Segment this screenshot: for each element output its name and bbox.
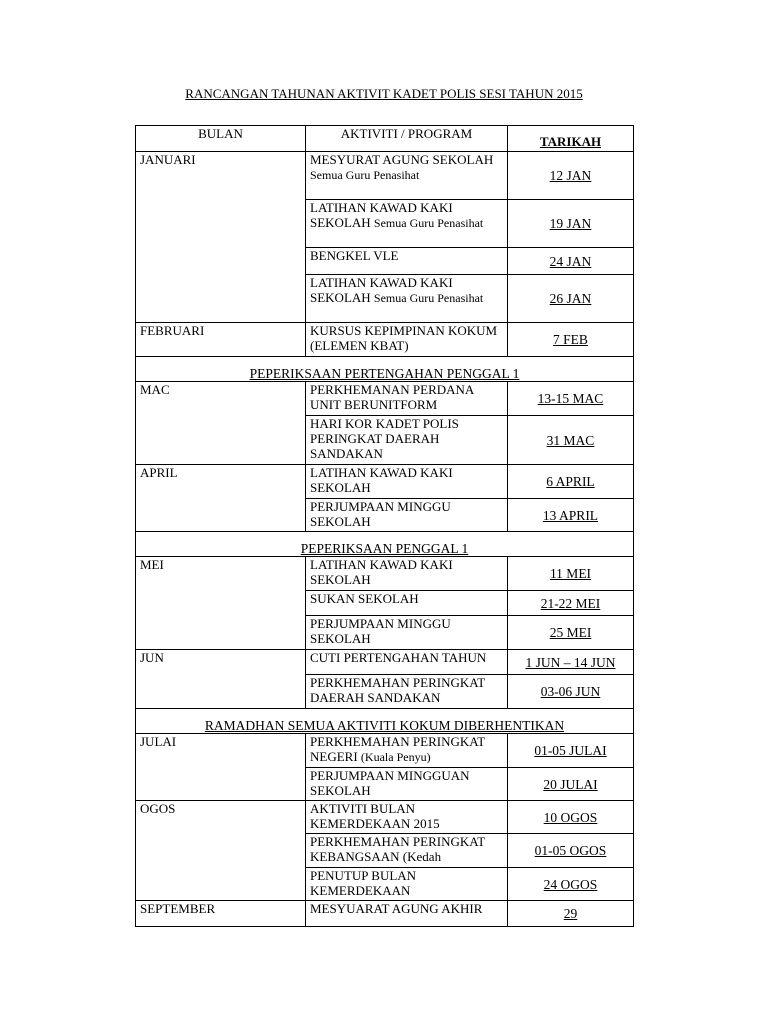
activity-cell bbox=[306, 416, 508, 465]
activity-cell bbox=[306, 675, 508, 709]
activity-name: SUKAN SEKOLAH bbox=[310, 591, 419, 606]
activity-cell bbox=[306, 801, 508, 834]
date-cell: 01-05 JULAI bbox=[508, 734, 634, 768]
activity-name: LATIHAN KAWAD KAKI SEKOLAH bbox=[310, 200, 453, 230]
activity-cell bbox=[306, 834, 508, 868]
month-cell: SEPTEMBER bbox=[136, 901, 306, 927]
date-cell: 7 FEB bbox=[508, 323, 634, 357]
activity-name: KURSUS KEPIMPINAN KOKUM (ELEMEN KBAT) bbox=[310, 323, 498, 353]
section-row bbox=[136, 532, 634, 557]
activity-name: MESYURAT AGUNG SEKOLAH bbox=[310, 152, 494, 167]
activity-note: (Kuala Penyu) bbox=[360, 750, 431, 764]
month-cell: MEI bbox=[136, 557, 306, 650]
date-cell: 13 APRIL bbox=[508, 499, 634, 532]
activity-schedule-table bbox=[135, 125, 634, 927]
activity-name: PENUTUP BULAN KEMERDEKAAN bbox=[310, 868, 417, 898]
table-header-row bbox=[136, 126, 634, 152]
activity-cell bbox=[306, 650, 508, 675]
header-tarikah: TARIKAH bbox=[508, 126, 634, 152]
month-cell: OGOS bbox=[136, 801, 306, 901]
date-cell: 6 APRIL bbox=[508, 465, 634, 499]
section-row bbox=[136, 709, 634, 734]
activity-name: PERJUMPAAN MINGGUAN SEKOLAH bbox=[310, 768, 470, 798]
activity-note: Semua Guru Penasihat bbox=[373, 291, 484, 305]
date-cell: 10 OGOS bbox=[508, 801, 634, 834]
table-row bbox=[136, 650, 634, 675]
activity-cell bbox=[306, 275, 508, 323]
schedule-body bbox=[136, 152, 634, 927]
table-row bbox=[136, 152, 634, 200]
activity-name: PERJUMPAAN MINGGU SEKOLAH bbox=[310, 499, 451, 529]
date-cell: 24 JAN bbox=[508, 248, 634, 275]
activity-note: Semua Guru Penasihat bbox=[373, 216, 484, 230]
activity-name: LATIHAN KAWAD KAKI SEKOLAH bbox=[310, 275, 453, 305]
activity-cell bbox=[306, 465, 508, 499]
section-label: PEPERIKSAAN PENGGAL 1 bbox=[136, 532, 634, 557]
month-cell: APRIL bbox=[136, 465, 306, 532]
month-cell: FEBRUARI bbox=[136, 323, 306, 357]
activity-name: PERKHEMAHAN PERINGKAT KEBANGSAAN (Kedah bbox=[310, 834, 485, 864]
section-row bbox=[136, 357, 634, 382]
activity-cell bbox=[306, 200, 508, 248]
date-cell: 01-05 OGOS bbox=[508, 834, 634, 868]
date-cell: 13-15 MAC bbox=[508, 382, 634, 416]
activity-cell bbox=[306, 248, 508, 275]
month-cell: MAC bbox=[136, 382, 306, 465]
header-bulan: BULAN bbox=[136, 126, 306, 152]
activity-cell bbox=[306, 557, 508, 591]
section-label: RAMADHAN SEMUA AKTIVITI KOKUM DIBERHENTIKAN bbox=[136, 709, 634, 734]
activity-name: AKTIVITI BULAN KEMERDEKAAN 2015 bbox=[310, 801, 440, 831]
date-cell: 25 MEI bbox=[508, 616, 634, 650]
month-cell: JULAI bbox=[136, 734, 306, 801]
table-row bbox=[136, 465, 634, 499]
activity-note: Semua Guru Penasihat bbox=[310, 168, 420, 182]
activity-name: MESYUARAT AGUNG AKHIR bbox=[310, 901, 483, 916]
month-cell: JANUARI bbox=[136, 152, 306, 323]
activity-cell bbox=[306, 734, 508, 768]
document-title: RANCANGAN TAHUNAN AKTIVIT KADET POLIS SESI TAHUN 2015 bbox=[185, 86, 583, 101]
date-cell: 12 JAN bbox=[508, 152, 634, 200]
date-cell: 1 JUN – 14 JUN bbox=[508, 650, 634, 675]
activity-name: PERJUMPAAN MINGGU SEKOLAH bbox=[310, 616, 451, 646]
activity-name: PERKHEMAHAN PERINGKAT NEGERI bbox=[310, 734, 485, 764]
date-cell: 24 OGOS bbox=[508, 868, 634, 901]
activity-cell bbox=[306, 768, 508, 801]
date-cell: 21-22 MEI bbox=[508, 591, 634, 616]
activity-name: PERKHEMAHAN PERINGKAT DAERAH SANDAKAN bbox=[310, 675, 485, 705]
table-row bbox=[136, 382, 634, 416]
activity-name: BENGKEL VLE bbox=[310, 248, 399, 263]
activity-cell bbox=[306, 499, 508, 532]
activity-cell bbox=[306, 323, 508, 357]
date-cell: 26 JAN bbox=[508, 275, 634, 323]
date-cell: 03-06 JUN bbox=[508, 675, 634, 709]
date-cell: 11 MEI bbox=[508, 557, 634, 591]
month-cell: JUN bbox=[136, 650, 306, 709]
activity-cell bbox=[306, 616, 508, 650]
activity-cell bbox=[306, 382, 508, 416]
date-cell: 20 JULAI bbox=[508, 768, 634, 801]
activity-name: LATIHAN KAWAD KAKI SEKOLAH bbox=[310, 557, 453, 587]
table-row bbox=[136, 557, 634, 591]
activity-name: LATIHAN KAWAD KAKI SEKOLAH bbox=[310, 465, 453, 495]
date-cell: 29 bbox=[508, 901, 634, 927]
header-aktiviti: AKTIVITI / PROGRAM bbox=[306, 126, 508, 152]
table-row bbox=[136, 734, 634, 768]
activity-cell bbox=[306, 152, 508, 200]
table-row bbox=[136, 901, 634, 927]
date-cell: 19 JAN bbox=[508, 200, 634, 248]
activity-name: PERKHEMANAN PERDANA UNIT BERUNITFORM bbox=[310, 382, 474, 412]
date-cell: 31 MAC bbox=[508, 416, 634, 465]
table-row bbox=[136, 323, 634, 357]
table-row bbox=[136, 801, 634, 834]
activity-cell bbox=[306, 868, 508, 901]
section-label: PEPERIKSAAN PERTENGAHAN PENGGAL 1 bbox=[136, 357, 634, 382]
activity-name: CUTI PERTENGAHAN TAHUN bbox=[310, 650, 487, 665]
activity-name: HARI KOR KADET POLIS PERINGKAT DAERAH SANDAKAN bbox=[310, 416, 459, 461]
activity-cell bbox=[306, 901, 508, 927]
activity-cell bbox=[306, 591, 508, 616]
